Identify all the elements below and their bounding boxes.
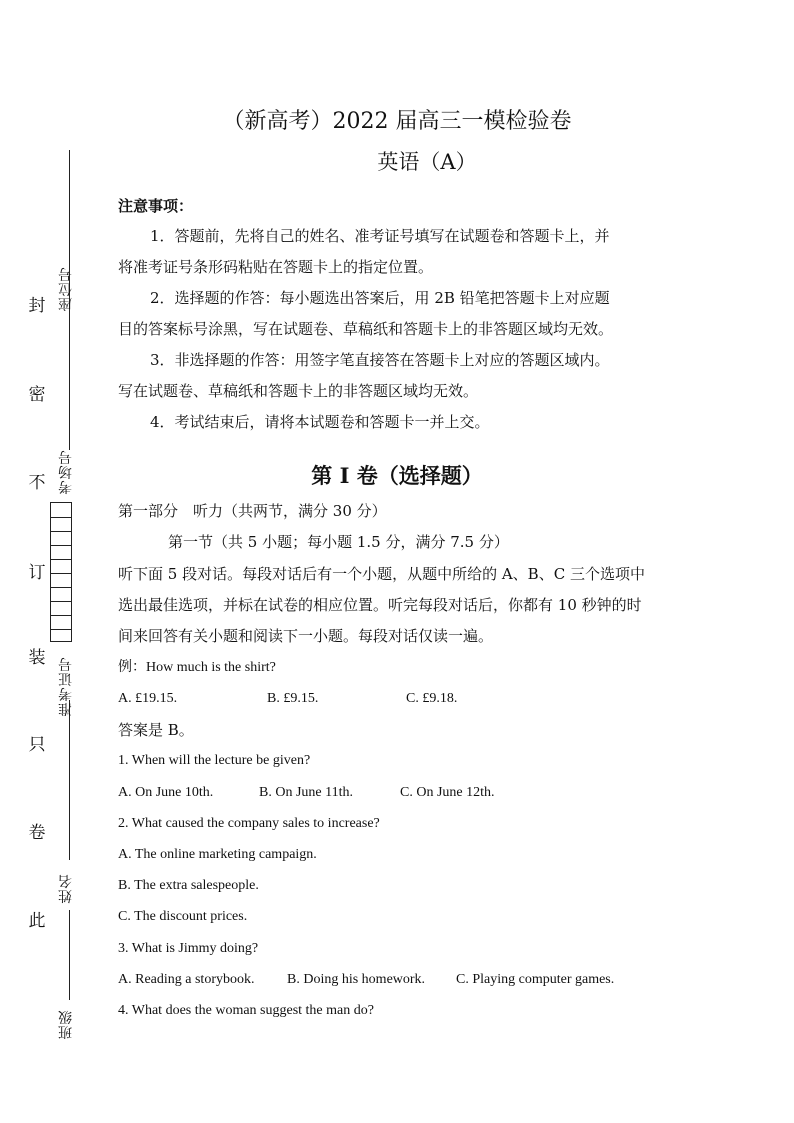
q1-option-c: C. On June 12th. bbox=[400, 785, 495, 800]
example-option-b: B. £9.15. bbox=[267, 691, 319, 706]
question-3: 3. What is Jimmy doing? bbox=[118, 941, 259, 956]
exam-room-label: 考场号 bbox=[58, 448, 72, 494]
notes-line: 目的答案标号涂黑，写在试题卷、草稿纸和答题卡上的非答题区域均无效。 bbox=[118, 320, 614, 338]
class-label: 班级 bbox=[58, 1008, 72, 1039]
question-4: 4. What does the woman suggest the man do? bbox=[118, 1003, 374, 1018]
instruction-line: 听下面 5 段对话。每段对话后有一个小题，从题中所给的 A、B、C 三个选项中 bbox=[118, 565, 645, 583]
example-question: 例：How much is the shirt? bbox=[118, 660, 276, 675]
binding-line bbox=[69, 700, 70, 860]
admission-number-grid bbox=[50, 502, 72, 642]
q1-option-b: B. On June 11th. bbox=[259, 785, 353, 800]
seal-char: 订 bbox=[28, 563, 46, 583]
admission-number-label: 准考证号 bbox=[58, 655, 72, 716]
seal-char: 不 bbox=[28, 473, 46, 493]
part-title: 第一部分 听力（共两节，满分 30 分） bbox=[118, 502, 387, 520]
q2-option-b: B. The extra salespeople. bbox=[118, 878, 259, 893]
q3-option-c: C. Playing computer games. bbox=[456, 972, 615, 987]
notes-line: 写在试题卷、草稿纸和答题卡上的非答题区域均无效。 bbox=[118, 382, 479, 400]
notes-title: 注意事项： bbox=[118, 197, 194, 215]
question-1: 1. When will the lecture be given? bbox=[118, 753, 311, 768]
notes-line: 1．答题前，先将自己的姓名、准考证号填写在试题卷和答题卡上，并 bbox=[150, 227, 610, 245]
example-option-a: A. £19.15. bbox=[118, 691, 178, 706]
seal-char: 密 bbox=[28, 385, 46, 405]
seal-char: 装 bbox=[28, 648, 46, 668]
question-2: 2. What caused the company sales to increase? bbox=[118, 816, 380, 831]
notes-line: 将准考证号条形码粘贴在答题卡上的指定位置。 bbox=[118, 258, 434, 276]
seal-char: 此 bbox=[28, 911, 46, 931]
example-option-c: C. £9.18. bbox=[406, 691, 458, 706]
q2-option-a: A. The online marketing campaign. bbox=[118, 847, 317, 862]
exam-subtitle: 英语（A） bbox=[377, 150, 477, 174]
seat-number-label: 座位号 bbox=[58, 265, 72, 311]
example-answer: 答案是 B。 bbox=[118, 721, 194, 739]
q1-option-a: A. On June 10th. bbox=[118, 785, 214, 800]
notes-line: 4．考试结束后，请将本试题卷和答题卡一并上交。 bbox=[150, 413, 490, 431]
q2-option-c: C. The discount prices. bbox=[118, 909, 248, 924]
q3-option-b: B. Doing his homework. bbox=[287, 972, 426, 987]
notes-line: 3．非选择题的作答：用签字笔直接答在答题卡上对应的答题区域内。 bbox=[150, 351, 610, 369]
seal-char: 卷 bbox=[28, 823, 46, 843]
q3-option-a: A. Reading a storybook. bbox=[118, 972, 255, 987]
subpart-title: 第一节（共 5 小题；每小题 1.5 分，满分 7.5 分） bbox=[168, 533, 509, 551]
notes-line: 2．选择题的作答：每小题选出答案后，用 2B 铅笔把答题卡上对应题 bbox=[150, 289, 610, 307]
instruction-line: 间来回答有关小题和阅读下一小题。每段对话仅读一遍。 bbox=[118, 627, 494, 645]
exam-title: （新高考）2022 届高三一模检验卷 bbox=[222, 109, 572, 134]
section-heading: 第 I 卷（选择题） bbox=[311, 463, 483, 488]
seal-char: 只 bbox=[28, 735, 46, 755]
name-label: 姓名 bbox=[58, 872, 72, 903]
binding-line bbox=[69, 330, 70, 450]
instruction-line: 选出最佳选项，并标在试卷的相应位置。听完每段对话后，你都有 10 秒钟的时 bbox=[118, 596, 642, 614]
seal-char: 封 bbox=[28, 296, 46, 316]
binding-line bbox=[69, 910, 70, 1000]
